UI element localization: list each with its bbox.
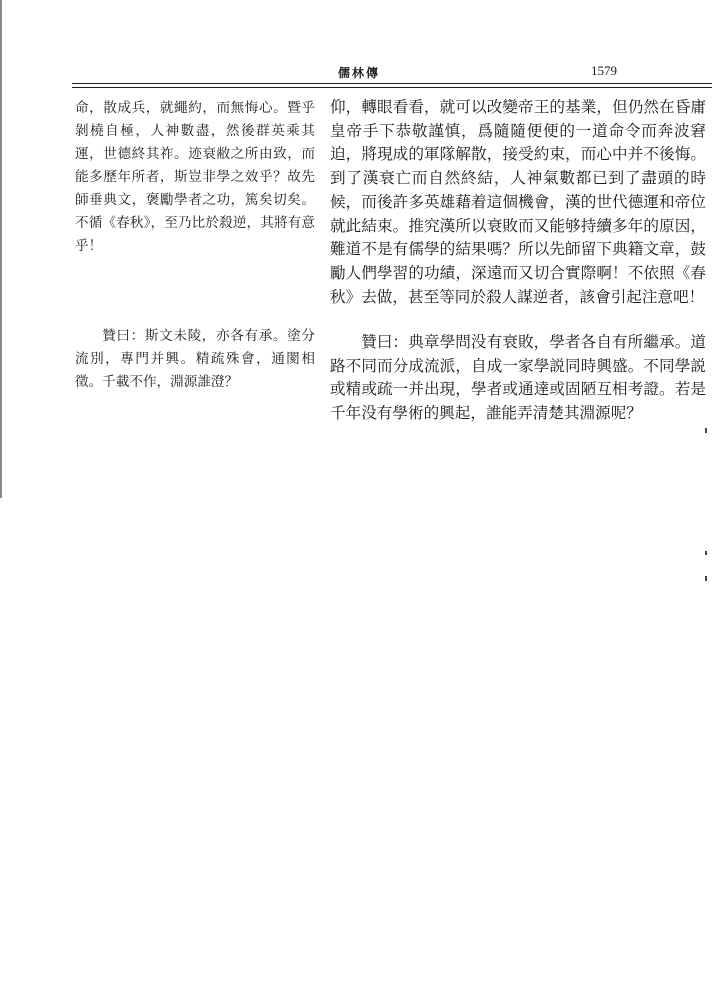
margin-mark <box>705 551 707 555</box>
classical-main-paragraph: 命，散成兵，就繩約，而無悔心。暨乎剝橈自極，人神數盡，然後群英乘其運，世德終其祚。迹衰敝之所由致，而能多歷年所者，斯豈非學之效乎？故先師垂典文，褒勵學者之功，篤矣切矣。不循《春秋》，至乃比於殺逆，其將有意乎！ <box>75 100 315 254</box>
margin-mark <box>705 576 707 581</box>
translation-zan-paragraph: 贊曰：典章學問没有衰敗，學者各自有所繼承。道路不同而分成流派，自成一家學説同時興盛。不同學説或精或疏一并出現，學者或通達或固陋互相考證。若是千年没有學術的興起，誰能弄清楚其淵源呢？ <box>330 333 706 423</box>
classical-text-column <box>75 97 315 258</box>
page-number: 1579 <box>591 63 617 78</box>
scan-edge-shadow <box>0 0 2 498</box>
running-header-title: 儒林傳 <box>338 66 381 80</box>
header-rule-top <box>72 83 712 84</box>
translation-main-paragraph: 仰，轉眼看看，就可以改變帝王的基業，但仍然在昏庸皇帝手下恭敬謹慎，爲隨隨便便的一道命令而奔波窘迫，將現成的軍隊解散，接受約束，而心中并不後悔。到了漢衰亡而自然終結，人神氣數都已到了盡頭的時候，而後許多英雄藉着這個機會，漢的世代德運和帝位就此結束。推究漢所以衰敗而又能够持續多年的原因，難道不是有儒學的結果嗎？所以先師留下典籍文章，鼓勵人們學習的功績，深遠而又切合實際啊！不依照《春秋》去做，甚至等同於殺人謀逆者，該會引起注意吧！ <box>330 98 706 306</box>
margin-mark <box>705 428 707 433</box>
translation-zan-column <box>330 331 706 426</box>
translation-text-column <box>330 96 706 309</box>
classical-zan-column <box>75 325 315 394</box>
classical-zan-paragraph: 贊曰：斯文未陵，亦各有承。塗分流別，專門并興。精疏殊會，通閡相徵。千載不作，淵源誰澄？ <box>75 328 315 390</box>
header-rule-bottom <box>72 87 712 88</box>
